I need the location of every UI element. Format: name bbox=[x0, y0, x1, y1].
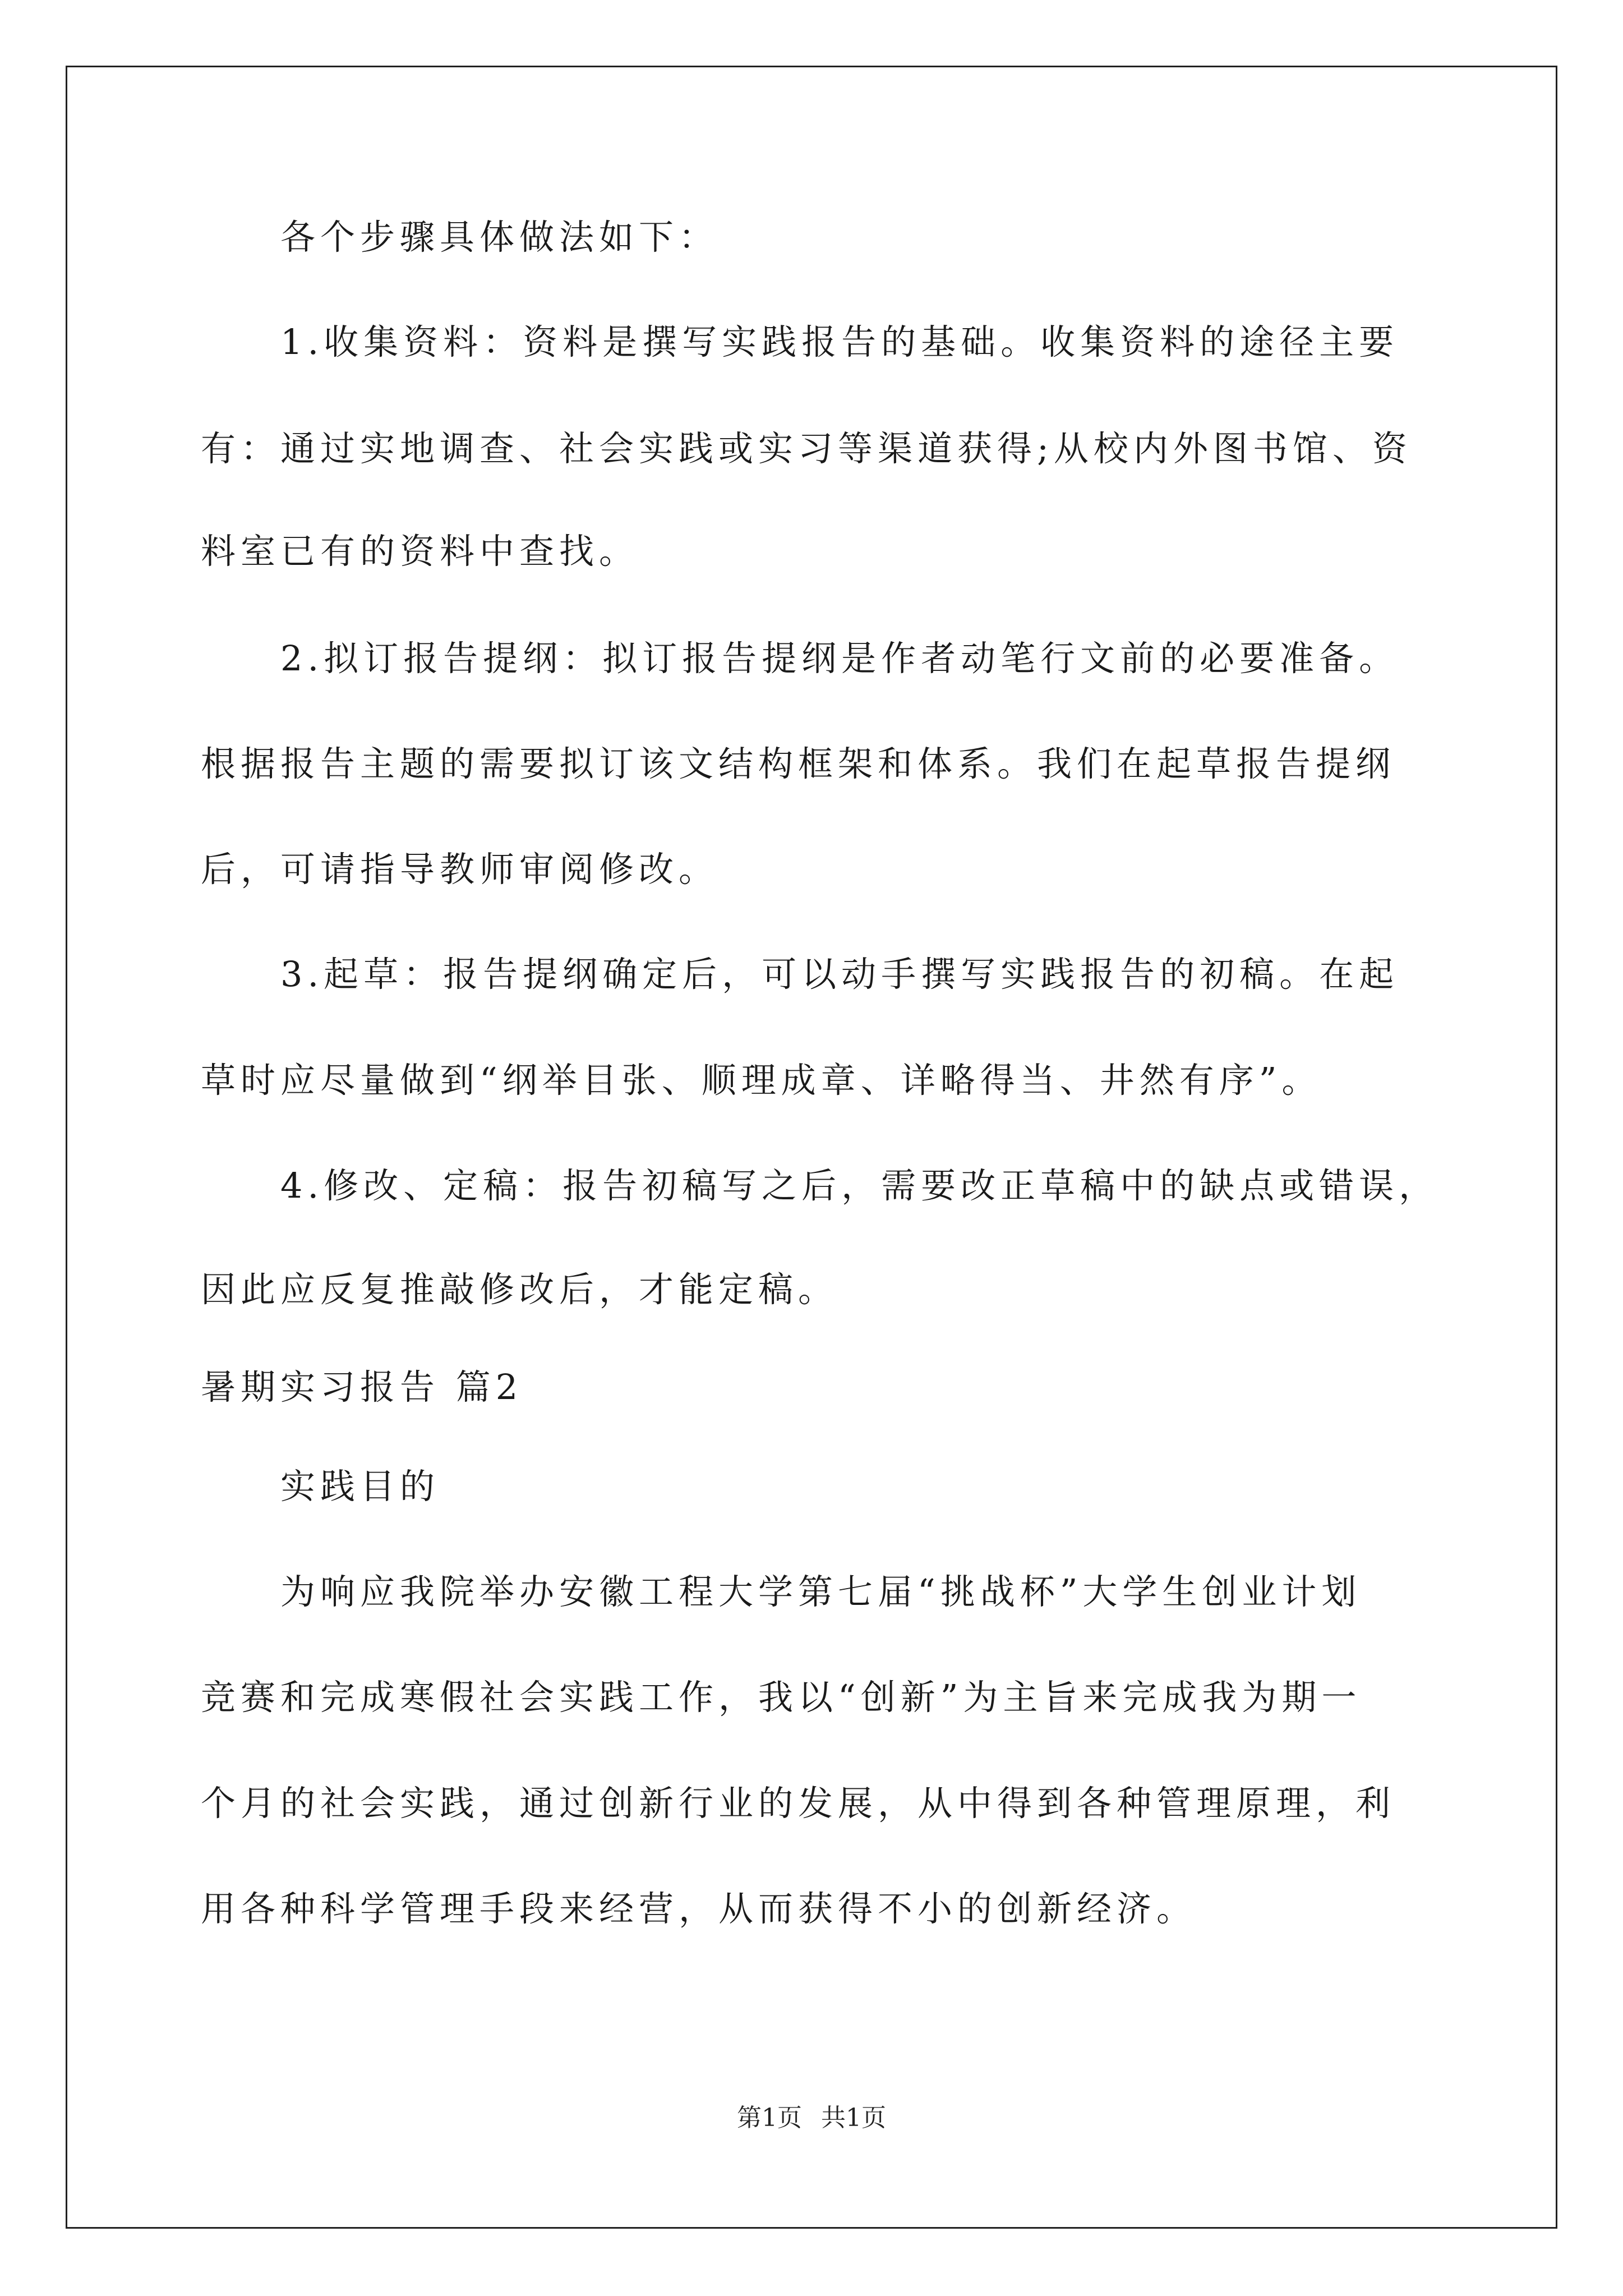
section-heading: 暑期实习报告 篇2 bbox=[201, 1366, 523, 1407]
paragraph-line: 1.收集资料：资料是撰写实践报告的基础。收集资料的途径主要 bbox=[280, 321, 1399, 362]
page-total: 共1页 bbox=[821, 2104, 886, 2132]
paragraph-line: 实践目的 bbox=[280, 1466, 440, 1507]
page-number: 第1页 bbox=[737, 2104, 802, 2132]
paragraph-line: 为响应我院举办安徽工程大学第七届“挑战杯”大学生创业计划 bbox=[280, 1571, 1362, 1612]
paragraph-line: 料室已有的资料中查找。 bbox=[201, 531, 639, 572]
paragraph-line: 3.起草：报告提纲确定后，可以动手撰写实践报告的初稿。在起 bbox=[280, 954, 1399, 995]
paragraph-line: 个月的社会实践，通过创新行业的发展，从中得到各种管理原理，利 bbox=[201, 1783, 1396, 1824]
paragraph-line: 因此应反复推敲修改后，才能定稿。 bbox=[201, 1269, 838, 1310]
paragraph-line: 2.拟订报告提纲：拟订报告提纲是作者动笔行文前的必要准备。 bbox=[280, 638, 1399, 679]
paragraph-line: 草时应尽量做到“纲举目张、顺理成章、详略得当、井然有序”。 bbox=[201, 1060, 1322, 1101]
paragraph-line: 根据报告主题的需要拟订该文结构框架和体系。我们在起草报告提纲 bbox=[201, 743, 1396, 784]
paragraph-line: 4.修改、定稿：报告初稿写之后，需要改正草稿中的缺点或错误， bbox=[280, 1165, 1439, 1206]
paragraph-line: 各个步骤具体做法如下： bbox=[280, 217, 719, 257]
paragraph-line: 后，可请指导教师审阅修改。 bbox=[201, 849, 719, 890]
page-footer bbox=[0, 2102, 1623, 2134]
paragraph-line: 竞赛和完成寒假社会实践工作，我以“创新”为主旨来完成我为期一 bbox=[201, 1677, 1362, 1718]
paragraph-line: 用各种科学管理手段来经营，从而获得不小的创新经济。 bbox=[201, 1888, 1197, 1929]
paragraph-line: 有：通过实地调查、社会实践或实习等渠道获得;从校内外图书馆、资 bbox=[201, 428, 1412, 469]
